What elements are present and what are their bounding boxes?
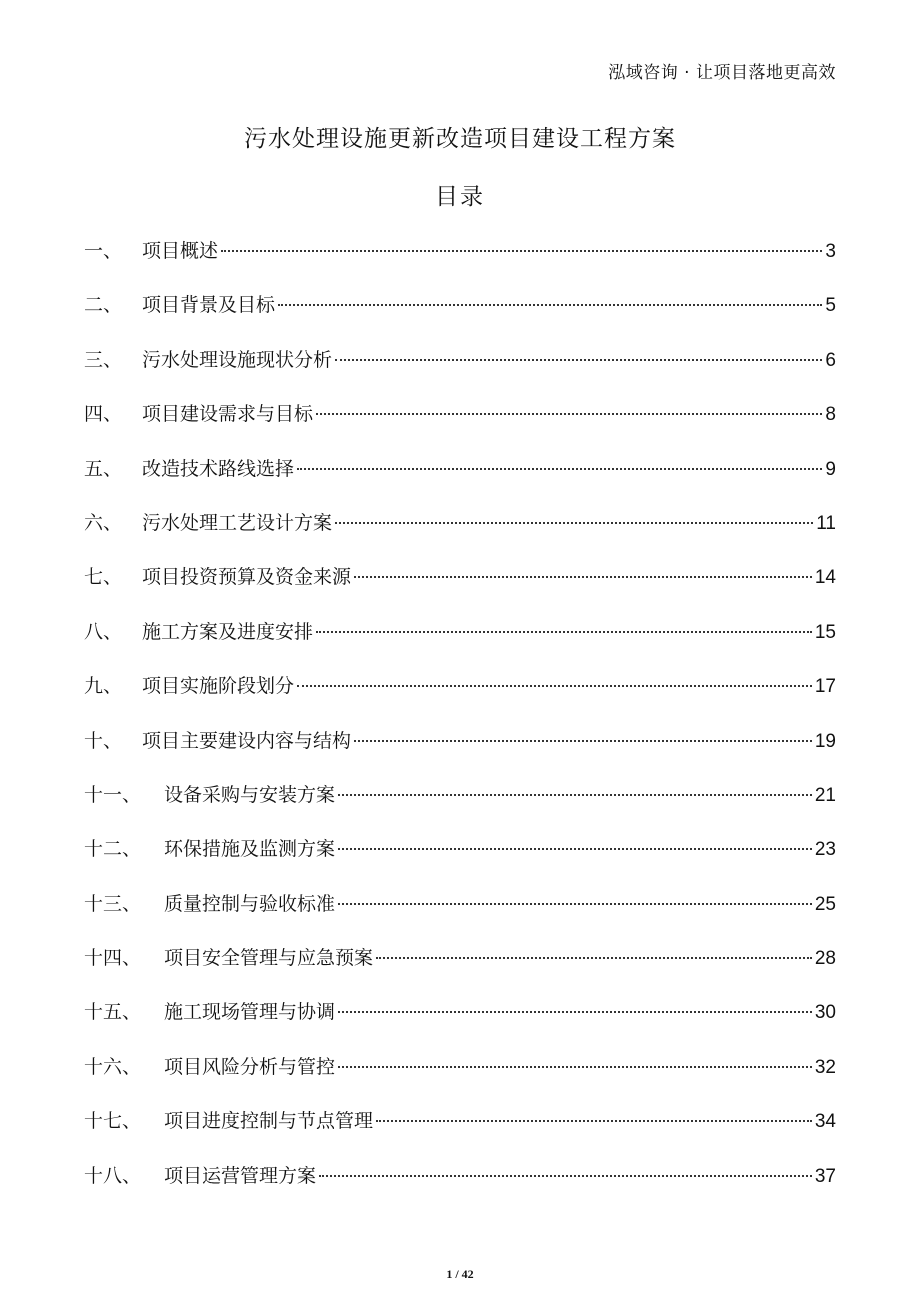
toc-entry[interactable] bbox=[84, 985, 836, 1039]
toc-entry-page: 19 bbox=[814, 730, 836, 752]
toc-entry[interactable] bbox=[84, 1094, 836, 1148]
toc-entry[interactable] bbox=[84, 550, 836, 604]
toc-entry[interactable] bbox=[84, 1040, 836, 1094]
dot-leader bbox=[221, 250, 822, 252]
toc-entry-page: 32 bbox=[814, 1056, 836, 1078]
toc-entry-title: 改造技术路线选择 bbox=[142, 457, 295, 480]
toc-entry[interactable] bbox=[84, 659, 836, 713]
toc-entry[interactable] bbox=[84, 387, 836, 441]
dot-leader bbox=[319, 1175, 812, 1177]
toc-entry-page: 21 bbox=[814, 784, 836, 806]
dot-leader bbox=[335, 522, 813, 524]
dot-leader bbox=[278, 304, 822, 306]
toc-entry-number: 三、 bbox=[84, 348, 123, 371]
dot-leader bbox=[376, 1120, 812, 1122]
toc-entry-number: 六、 bbox=[84, 511, 123, 534]
toc-entry-title: 项目概述 bbox=[142, 240, 219, 262]
toc-entry-title: 项目投资预算及资金来源 bbox=[142, 566, 352, 589]
toc-entry-page: 5 bbox=[825, 295, 836, 317]
toc-entry-title: 污水处理工艺设计方案 bbox=[142, 511, 333, 534]
toc-entry-page: 11 bbox=[816, 512, 836, 534]
toc-entry-title: 项目主要建设内容与结构 bbox=[142, 729, 352, 752]
toc-entry-page: 28 bbox=[814, 948, 836, 970]
toc-entry-number: 十、 bbox=[84, 729, 123, 752]
table-of-contents bbox=[84, 224, 836, 1203]
toc-entry-number: 十三、 bbox=[84, 892, 142, 915]
toc-entry-page: 14 bbox=[814, 567, 836, 589]
toc-entry-title: 项目风险分析与管控 bbox=[164, 1055, 336, 1078]
toc-entry-title: 项目进度控制与节点管理 bbox=[164, 1110, 374, 1133]
toc-entry-number: 五、 bbox=[84, 457, 123, 480]
toc-entry-page: 34 bbox=[814, 1111, 836, 1133]
toc-entry[interactable] bbox=[84, 714, 836, 768]
toc-entry[interactable] bbox=[84, 224, 836, 278]
toc-entry-page: 37 bbox=[814, 1165, 836, 1187]
dot-leader bbox=[338, 903, 812, 905]
toc-entry-title: 项目背景及目标 bbox=[142, 294, 276, 317]
toc-entry-title: 施工现场管理与协调 bbox=[164, 1001, 336, 1024]
toc-entry-number: 一、 bbox=[84, 240, 123, 262]
dot-leader bbox=[316, 631, 812, 633]
toc-entry[interactable] bbox=[84, 442, 836, 496]
dot-leader bbox=[338, 794, 812, 796]
dot-leader bbox=[338, 848, 812, 850]
toc-entry[interactable] bbox=[84, 931, 836, 985]
toc-entry[interactable] bbox=[84, 496, 836, 550]
dot-leader bbox=[338, 1066, 812, 1068]
toc-entry-title: 污水处理设施现状分析 bbox=[142, 348, 333, 371]
dot-leader bbox=[354, 576, 812, 578]
toc-entry-number: 七、 bbox=[84, 566, 123, 589]
toc-entry-number: 二、 bbox=[84, 294, 123, 317]
toc-heading: 目录 bbox=[435, 184, 485, 210]
toc-entry-title: 项目运营管理方案 bbox=[164, 1164, 317, 1187]
toc-entry[interactable] bbox=[84, 605, 836, 659]
dot-leader bbox=[376, 957, 812, 959]
toc-entry-number: 十二、 bbox=[84, 838, 142, 861]
toc-entry-page: 8 bbox=[825, 404, 836, 426]
toc-entry-title: 项目安全管理与应急预案 bbox=[164, 947, 374, 970]
toc-entry-number: 十六、 bbox=[84, 1055, 142, 1078]
toc-entry-page: 15 bbox=[814, 621, 836, 643]
toc-entry[interactable] bbox=[84, 278, 836, 332]
toc-entry[interactable] bbox=[84, 822, 836, 876]
toc-entry-number: 十五、 bbox=[84, 1001, 142, 1024]
dot-leader bbox=[354, 740, 812, 742]
dot-leader bbox=[297, 685, 812, 687]
toc-entry-number: 十八、 bbox=[84, 1164, 142, 1187]
dot-leader bbox=[297, 468, 822, 470]
toc-entry-title: 设备采购与安装方案 bbox=[164, 783, 336, 806]
toc-entry[interactable] bbox=[84, 877, 836, 931]
toc-entry-page: 9 bbox=[825, 458, 836, 480]
toc-entry-title: 项目实施阶段划分 bbox=[142, 675, 295, 698]
toc-entry-page: 6 bbox=[825, 349, 836, 371]
toc-entry-number: 四、 bbox=[84, 403, 123, 426]
toc-entry-page: 30 bbox=[814, 1002, 836, 1024]
toc-entry-page: 23 bbox=[814, 839, 836, 861]
toc-entry-title: 项目建设需求与目标 bbox=[142, 403, 314, 426]
dot-leader bbox=[335, 359, 822, 361]
toc-entry-page: 3 bbox=[825, 241, 836, 262]
toc-entry[interactable] bbox=[84, 1149, 836, 1203]
page-indicator: 1 / 42 bbox=[446, 1267, 474, 1281]
toc-entry-number: 十一、 bbox=[84, 783, 142, 806]
toc-entry-number: 十四、 bbox=[84, 947, 142, 970]
toc-entry-title: 环保措施及监测方案 bbox=[164, 838, 336, 861]
toc-entry-title: 质量控制与验收标准 bbox=[164, 892, 336, 915]
toc-entry-number: 十七、 bbox=[84, 1110, 142, 1133]
toc-entry-page: 25 bbox=[814, 893, 836, 915]
toc-entry-number: 九、 bbox=[84, 675, 123, 698]
toc-entry-title: 施工方案及进度安排 bbox=[142, 620, 314, 643]
document-title: 污水处理设施更新改造项目建设工程方案 bbox=[244, 126, 676, 152]
toc-entry-page: 17 bbox=[814, 676, 836, 698]
dot-leader bbox=[338, 1011, 812, 1013]
dot-leader bbox=[316, 413, 822, 415]
toc-entry[interactable] bbox=[84, 768, 836, 822]
toc-entry-number: 八、 bbox=[84, 620, 123, 643]
toc-entry[interactable] bbox=[84, 333, 836, 387]
header-tagline: 泓域咨询 · 让项目落地更高效 bbox=[608, 63, 836, 83]
